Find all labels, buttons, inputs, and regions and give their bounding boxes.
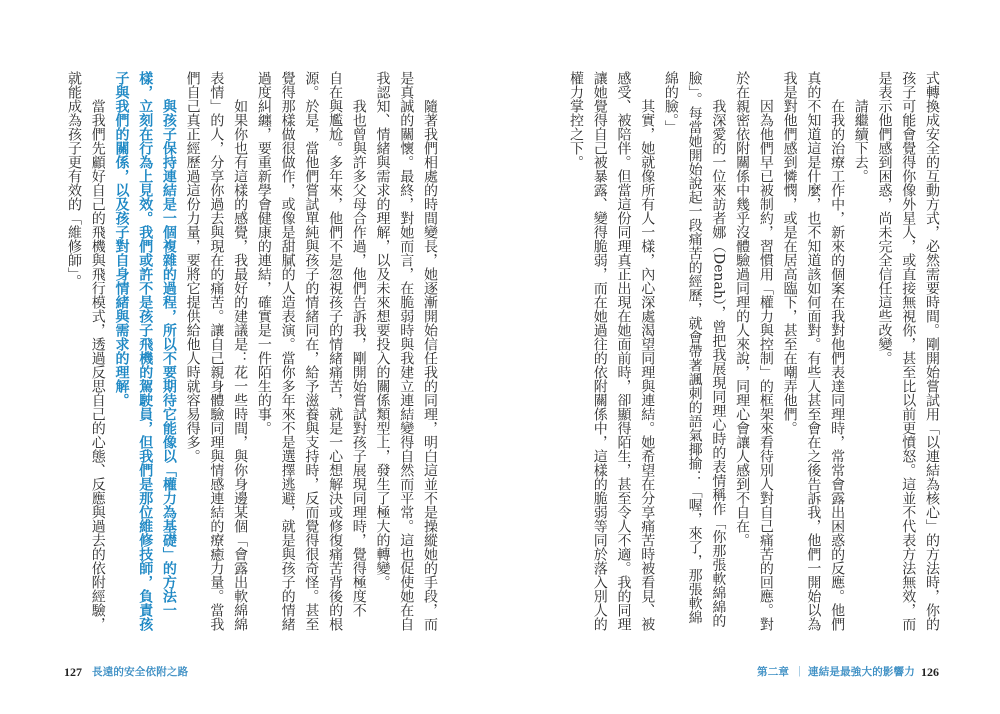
page-number: 127 bbox=[64, 665, 82, 679]
right-page bbox=[500, 0, 1000, 714]
paragraph-trust bbox=[370, 71, 441, 631]
chapter-label: 第二章 bbox=[757, 666, 790, 678]
text-line: 請繼續下去。 bbox=[852, 99, 869, 183]
paragraph-therapy bbox=[777, 71, 848, 631]
paragraph-mechanic bbox=[61, 71, 108, 631]
text-line: 式轉換成安全的互動方式，必然需要時間。剛開始嘗試用「以連結為核心」的方法時，你的 bbox=[924, 71, 940, 631]
paragraph-keep-going bbox=[848, 71, 872, 631]
text-line: 就能成為孩子更有效的「維修師」。 bbox=[65, 71, 82, 288]
right-page-footer bbox=[500, 664, 1000, 680]
left-page-body bbox=[61, 71, 441, 631]
text-line: 於在親密依附關係中幾乎沒體驗過同理的人來說，同理心會讓人感到不自在。 bbox=[734, 71, 751, 547]
text-line: 過度糾纏，要重新學會健康的連結，確實是一件陌生的事。 bbox=[255, 71, 272, 435]
page-number: 126 bbox=[921, 665, 939, 679]
text-line: 覺得那樣做很做作，或像是甜膩的人造表演。當你多年來不是選擇逃避，就是與孩子的情緒 bbox=[279, 71, 296, 631]
text-line: 在我的治療工作中，新來的個案在我對他們表達同理時，常常會露出困惑的反應。他們 bbox=[829, 99, 846, 631]
paragraph-parents bbox=[251, 71, 370, 631]
text-line: 因為他們早已被制約，習慣用「權力與控制」的框架來看待別人對自己痛苦的回應。對 bbox=[757, 99, 774, 631]
text-line: 讓她覺得自己被暴露、變得脆弱，而在她過往的依附關係中，這樣的脆弱等同於落入別人的 bbox=[591, 71, 608, 631]
paragraph-denah bbox=[658, 71, 729, 631]
text-line: 我深愛的一位來訪者娜（Denah），曾把我展現同理心時的表情稱作「你那張軟綿綿的 bbox=[710, 99, 727, 628]
text-line: 我認知、情緒與需求的理解，以及未來想要投入的關係類型上，發生了極大的轉變。 bbox=[374, 71, 391, 589]
text-line: 真的不知道這是什麼，也不知道該如何面對。有些人甚至會在之後告訴我，他們一開始以為 bbox=[805, 71, 822, 631]
text-line: 其實，她就像所有人一樣，內心深處渴望同理與連結。她希望在分享痛苦時被看見、被 bbox=[639, 99, 656, 631]
text-line: 是表示他們感到困惑，尚未完全信任這些改變。 bbox=[876, 71, 893, 365]
text-line: 綿的臉。」 bbox=[662, 71, 679, 134]
highlight-paragraph bbox=[109, 71, 180, 631]
chapter-title: 連結是最強大的影響力 bbox=[808, 666, 915, 678]
text-line: 自在與尷尬。多年來，他們不是忽視孩子的情緒痛苦，就是一心想解決或修復痛苦背後的根 bbox=[327, 71, 344, 631]
text-line: 樣，立刻在行為上見效。我們或許不是孩子飛機的駕駛員，但我們是那位維修技師，負責孩 bbox=[137, 71, 154, 631]
text-line: 子與我們的關係，以及孩子對自身情緒與需求的理解。 bbox=[113, 71, 130, 407]
text-line: 當我們先顧好自己的飛機與飛行模式，透過反思自己的心態、反應與過去的依附經驗， bbox=[89, 99, 106, 631]
text-line: 我也曾與許多父母合作過，他們告訴我，剛開始嘗試對孩子展現同理時，覺得極度不 bbox=[350, 99, 367, 617]
text-line: 孩子可能會覺得你像外星人，或直接無視你，甚至比以前更憤怒。這並不代表方法無效，而 bbox=[900, 71, 917, 631]
paragraph-vulnerability bbox=[563, 71, 658, 631]
paragraph-continuation bbox=[872, 71, 943, 631]
text-line: 臉」。每當她開始說起一段痛苦的經歷，就會帶著諷刺的語氣揶揄：「喔，來了，那張軟綿 bbox=[686, 71, 703, 624]
text-line: 我是對他們感到憐憫，或是在居高臨下，甚至在嘲弄他們。 bbox=[781, 71, 798, 435]
text-line: 感受、被陪伴。但當這份同理真正出現在她面前時，卻顯得陌生，甚至令人不適。我的同理 bbox=[615, 71, 632, 631]
separator: ｜ bbox=[794, 666, 805, 678]
book-title: 長遠的安全依附之路 bbox=[92, 666, 189, 678]
paragraph-advice bbox=[180, 71, 251, 631]
text-line: 與孩子保持連結是一個複雜的過程，所以不要期待它能像以「權力為基礎」的方法一 bbox=[160, 99, 177, 617]
text-line: 權力掌控之下。 bbox=[567, 71, 584, 169]
text-line: 們自己真正經歷過這份力量，要將它提供給他人時就容易得多。 bbox=[184, 71, 201, 463]
right-page-body bbox=[563, 71, 943, 631]
text-line: 是真誠的關懷。最終，對她而言，在脆弱時與我建立連結變得自然而平常。這也促使她在自 bbox=[398, 71, 415, 631]
text-line: 表情」的人，分享你過去與現在的痛苦。讓自己親身體驗同理與情感連結的療癒力量。當我 bbox=[208, 71, 225, 631]
text-line: 隨著我們相處的時間變長，她逐漸開始信任我的同理，明白這並不是操縱她的手段，而 bbox=[422, 99, 438, 631]
text-line: 源。於是，當他們嘗試單純與孩子的情緒同在，給予滋養與支持時，反而覺得很奇怪。甚至 bbox=[303, 71, 320, 631]
text-line: 如果你也有這樣的感覺，我最好的建議是：花一些時間，與你身邊某個「會露出軟綿綿 bbox=[232, 99, 249, 631]
left-page-footer bbox=[0, 664, 500, 680]
paragraph-conditioning bbox=[729, 71, 776, 631]
